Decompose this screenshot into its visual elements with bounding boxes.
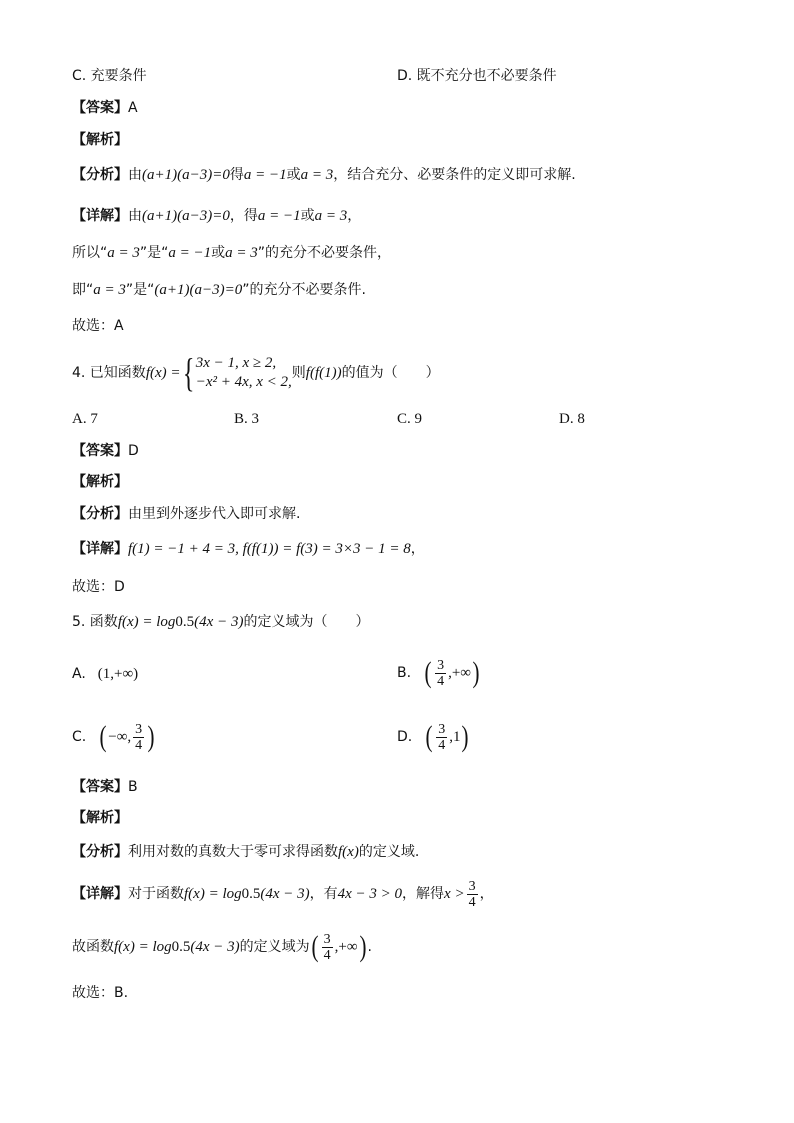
q4-option-a: A. 7 — [72, 411, 98, 427]
q3-so-line: 所以“ a = 3 ”是“ a = −1 或 a = 3 ”的充分不必要条件， — [72, 245, 392, 261]
q5-answer: 【答案】 B — [72, 779, 138, 795]
q5-xiangjie: 【详解】 对于函数 f(x) = log 0.5 (4x − 3) ，有 4x − 3 > 0 ，解得 x > $\frac{3}{4}$ ， — [72, 878, 494, 910]
q3-xiangjie: 【详解】 由 (a+1)(a−3)=0 ，得 a = −1 或 a = 3 ， — [72, 208, 362, 224]
q4-choose: 故选：D — [72, 579, 125, 595]
q4-option-b: B. 3 — [234, 411, 260, 427]
q4-xiangjie: 【详解】 f(1) = −1 + 4 = 3, f(f(1)) = f(3) = 3×3 − 1 = 8 ， — [72, 541, 425, 557]
q4-option-c: C. 9 — [397, 411, 423, 427]
piecewise-cases: 3x − 1, x ≥ 2, −x² + 4x, x < 2, — [195, 355, 292, 390]
q5-option-d: D. ( $\frac{3}{4}$ ,1 ) — [397, 720, 469, 753]
q5-option-b: B. ( $\frac{3}{4}$ ,+∞ ) — [397, 656, 480, 689]
left-brace-icon: { — [182, 350, 194, 395]
q3-option-d: D. 既不充分也不必要条件 — [397, 68, 557, 84]
q5-fenxi: 【分析】 利用对数的真数大于零可求得函数 f(x) 的定义域. — [72, 844, 420, 860]
q4-answer: 【答案】 D — [72, 443, 139, 459]
q5-option-c: C. ( −∞, $\frac{3}{4}$ ) — [72, 720, 155, 753]
q4-stem: 4. 已知函数 f(x) = { 3x − 1, x ≥ 2, −x² + 4x, x < 2, 则 f(f(1)) 的值为（ ） — [72, 350, 440, 395]
q5-stem: 5. 函数 f(x) = log 0.5 (4x − 3) 的定义域为（ ） — [72, 614, 370, 630]
q5-analysis-heading: 【解析】 — [72, 810, 128, 826]
q3-fenxi: 【分析】 由 (a+1)(a−3)=0 得 a = −1 或 a = 3 ，结合充分、必要条件的定义即可求解. — [72, 167, 576, 183]
q3-answer: 【答案】 A — [72, 100, 138, 116]
q4-option-d: D. 8 — [559, 411, 585, 427]
q4-fenxi: 【分析】 由里到外逐步代入即可求解. — [72, 506, 301, 522]
q5-option-a: A. (1,+∞) — [72, 666, 139, 682]
q5-choose: 故选：B. — [72, 985, 129, 1001]
q3-option-c: C. 充要条件 — [72, 68, 147, 84]
q3-ji-line: 即“ a = 3 ”是“ (a+1)(a−3)=0 ”的充分不必要条件. — [72, 282, 366, 298]
q4-analysis-heading: 【解析】 — [72, 474, 128, 490]
q3-analysis-heading: 【解析】 — [72, 132, 128, 148]
q3-choose: 故选：A — [72, 318, 124, 334]
q5-conclusion: 故函数 f(x) = log 0.5 (4x − 3) 的定义域为 ( $\frac{3}{4}$ ,+∞ ) . — [72, 930, 372, 963]
